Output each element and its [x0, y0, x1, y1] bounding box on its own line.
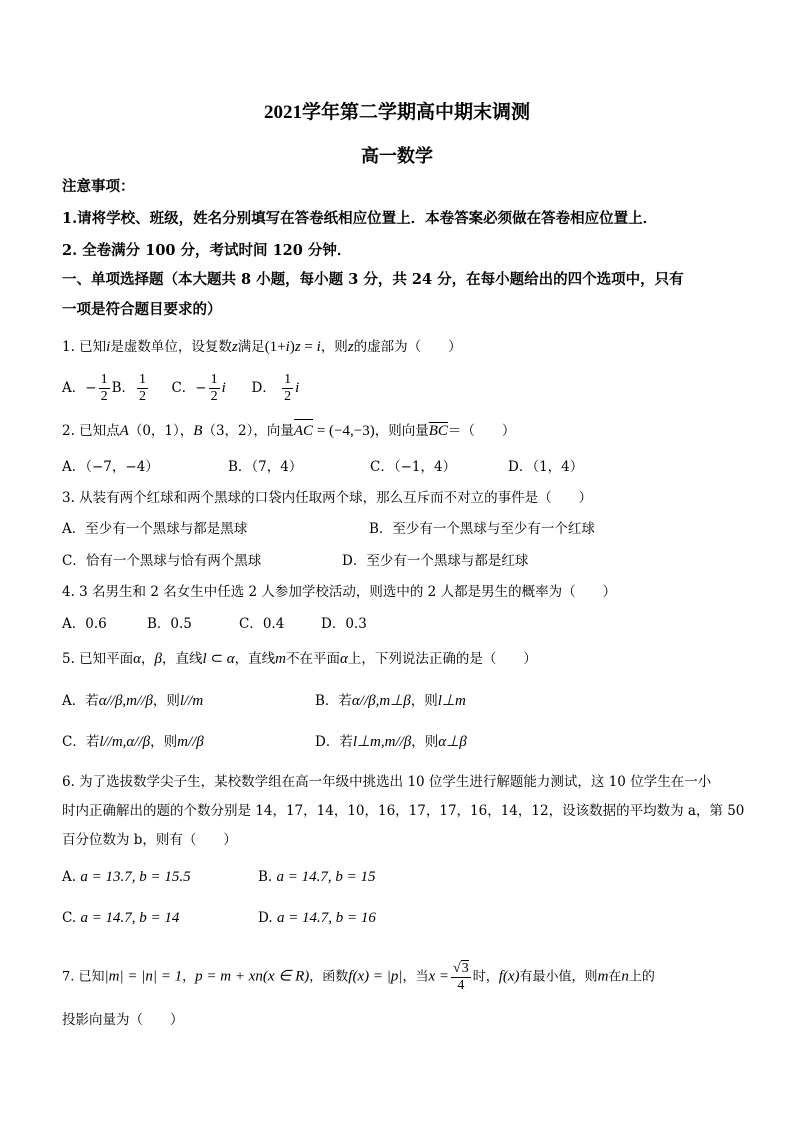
option-b[interactable]: B． $\frac{1}{2}$ [111, 372, 146, 404]
question-2-option-b[interactable]: B．（7，4） [228, 459, 303, 475]
section1-heading: 一、单项选择题（本大题共 8 小题，每小题 3 分，共 24 分，在每小题给出的四个选项中，只有 [62, 271, 684, 288]
question-6-option-c[interactable]: C. a = 14.7, b = 14 [62, 910, 180, 926]
question-4-option-a[interactable]: A．0.6 [62, 616, 107, 632]
option-a[interactable]: A．− $\frac{1}{2}$ [62, 372, 108, 404]
question-6-stem-end: 百分位数为 b，则有（ ） [62, 832, 237, 848]
question-2-option-d[interactable]: D．（1，4） [508, 459, 584, 475]
option-c[interactable]: C．− $\frac{1}{2}$ i [171, 372, 226, 404]
page-subtitle: 高一数学 [361, 146, 433, 166]
question-6-stem: 6. 为了选拔数学尖子生，某校数学组在高一年级中挑选出 10 位学生进行解题能力测试，这 10 位学生在一小 [62, 774, 712, 790]
question-4-option-c[interactable]: C．0.4 [239, 616, 285, 632]
option-d[interactable]: D． $\frac{1}{2}$ i [251, 372, 300, 404]
question-5-option-a[interactable]: A．若α//β,m//β，则l//m [62, 693, 204, 709]
question-6-option-d[interactable]: D. a = 14.7, b = 16 [258, 910, 376, 926]
notice-heading: 注意事项： [62, 178, 135, 195]
question-1-options [62, 372, 299, 405]
question-5-stem: 5. 已知平面α，β，直线l ⊂ α，直线m不在平面α上，下列说法正确的是（ ） [62, 651, 537, 667]
question-4-option-b[interactable]: B．0.5 [147, 616, 192, 632]
notice-item-2: 2. 全卷满分 100 分，考试时间 120 分钟． [62, 242, 352, 259]
question-3-option-d[interactable]: D．至少有一个黑球与都是红球 [342, 553, 529, 569]
question-7-stem: 7. 已知|m| = |n| = 1，p = m + xn(x ∈ R)，函数f(x) = |p|，当x = $\frac{√3}{4}$ 时，f(x)有最小值，则m在n上的 [62, 961, 655, 993]
page-title: 2021学年第二学期高中期末调测 [263, 102, 530, 123]
question-5-option-b[interactable]: B．若α//β,m⊥β，则l⊥m [315, 693, 466, 709]
question-3-option-a[interactable]: A．至少有一个黑球与都是黑球 [62, 521, 248, 537]
question-2-option-a[interactable]: A．（−7，−4） [62, 459, 159, 475]
notice-item-1: 1.请将学校、班级，姓名分别填写在答卷纸相应位置上．本卷答案必须做在答卷相应位置上． [62, 210, 658, 227]
question-6-option-b[interactable]: B. a = 14.7, b = 15 [258, 869, 376, 885]
question-5-option-c[interactable]: C．若l//m,α//β，则m//β [62, 734, 204, 750]
question-3-stem: 3. 从装有两个红球和两个黑球的口袋内任取两个球，那么互斥而不对立的事件是（ ） [62, 490, 593, 506]
question-1-stem: 1. 已知i是虚数单位，设复数z满足(1+i)z = i，则z的虚部为（ ） [62, 339, 462, 355]
question-2-stem: 2. 已知点A（0，1），B（3，2），向量AC = (−4,−3)，则向量$\overline{BC}=$（ ） [62, 423, 516, 439]
question-4-stem: 4. 3 名男生和 2 名女生中任选 2 人参加学校活动，则选中的 2 人都是男生的概率为（ ） [62, 584, 617, 600]
question-6-stem-cont: 时内正确解出的题的个数分别是 14，17，14，10，16，17，17，16，14，12，设该数据的平均数为 a，第 50 [62, 803, 745, 819]
question-6-option-a[interactable]: A. a = 13.7, b = 15.5 [62, 869, 191, 885]
question-5-option-d[interactable]: D．若l⊥m,m//β，则α⊥β [315, 734, 467, 750]
question-7-stem-cont: 投影向量为（ ） [62, 1012, 184, 1028]
question-3-option-c[interactable]: C．恰有一个黑球与恰有两个黑球 [62, 553, 262, 569]
question-2-option-c[interactable]: C．（−1，4） [370, 459, 457, 475]
section1-heading-cont: 一项是符合题目要求的） [62, 301, 222, 318]
question-4-option-d[interactable]: D．0.3 [321, 616, 367, 632]
question-3-option-b[interactable]: B．至少有一个黑球与至少有一个红球 [369, 521, 595, 537]
